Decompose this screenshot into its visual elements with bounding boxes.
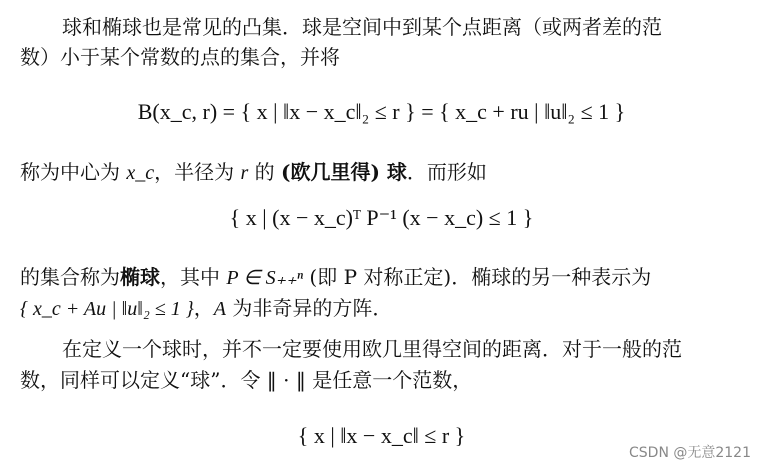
equation-ball-definition: B(x_c, r) = { x | ‖x − x_c‖₂ ≤ r } = { x_c + ru | ‖u‖₂ ≤ 1 } bbox=[137, 99, 626, 124]
paragraph-2-text-d: ．而形如 bbox=[406, 160, 487, 184]
paragraph-4-line-1: 在定义一个球时，并不一定要使用欧几里得空间的距离．对于一般的范 bbox=[62, 337, 682, 361]
paragraph-2 bbox=[20, 157, 487, 188]
paragraph-3-text-e: 为非奇异的方阵． bbox=[225, 296, 393, 320]
paragraph-2-text-b: ，半径为 bbox=[154, 160, 241, 184]
ellipsoid-alt-form: { x_c + Au | ‖u‖₂ ≤ 1 } bbox=[20, 298, 194, 320]
paragraph-3-text-a: 的集合称为 bbox=[20, 265, 120, 289]
paragraph-2-text-a: 称为中心为 bbox=[20, 160, 127, 184]
paragraph-3-text-b: ，其中 bbox=[160, 265, 227, 289]
term-euclidean-ball: (欧几里得) 球 bbox=[281, 160, 407, 184]
psd-condition: P ∈ S₊₊ⁿ bbox=[226, 267, 304, 289]
paragraph-1-line-2: 数）小于某个常数的点的集合，并将 bbox=[20, 45, 340, 69]
paragraph-4-line-2: 数，同样可以定义“球”．令 ‖ · ‖ 是任意一个范数， bbox=[20, 368, 473, 392]
paragraph-2-text-c: 的 bbox=[248, 160, 281, 184]
csdn-watermark: CSDN @无意2121 bbox=[629, 445, 751, 461]
radius-symbol: r bbox=[240, 162, 249, 184]
paragraph-1-line-1: 球和椭球也是常见的凸集．球是空间中到某个点距离（或两者差的范 bbox=[62, 15, 662, 39]
equation-ellipsoid: { x | (x − x_c)ᵀ P⁻¹ (x − x_c) ≤ 1 } bbox=[229, 205, 534, 230]
center-symbol: x_c bbox=[126, 162, 155, 184]
equation-norm-ball: { x | ‖x − x_c‖ ≤ r } bbox=[297, 423, 466, 448]
matrix-A-symbol: A bbox=[213, 298, 226, 320]
paragraph-3-text-c: (即 P 对称正定)．椭球的另一种表示为 bbox=[303, 265, 652, 289]
paragraph-3-line-1 bbox=[20, 262, 651, 293]
term-ellipsoid: 椭球 bbox=[120, 265, 160, 289]
paragraph-3-line-2 bbox=[20, 293, 392, 324]
paragraph-3-text-d: ， bbox=[193, 296, 214, 320]
